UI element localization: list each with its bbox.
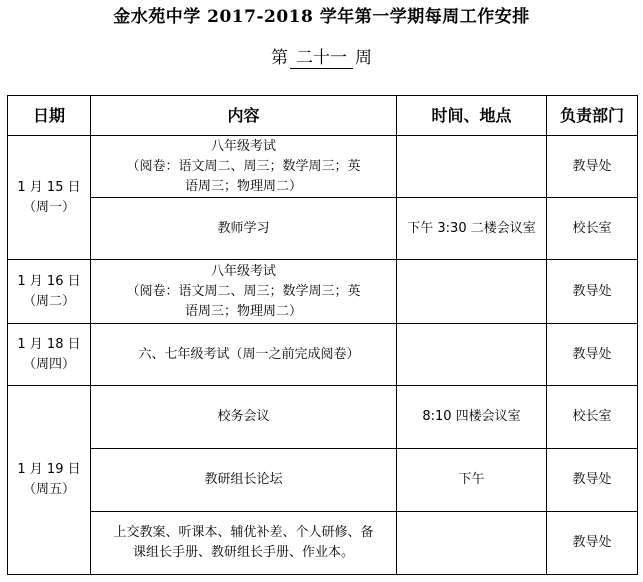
date-cell bbox=[8, 324, 91, 386]
table-row bbox=[8, 198, 638, 260]
table-row bbox=[8, 512, 638, 575]
time-place-cell bbox=[397, 324, 547, 386]
week-suffix: 周 bbox=[355, 48, 372, 68]
date-cell bbox=[8, 136, 91, 260]
content-cell bbox=[91, 324, 397, 386]
content-cell bbox=[91, 198, 397, 260]
weekday-label: （周四） bbox=[22, 356, 75, 372]
date-label: 1 月 19 日 bbox=[17, 462, 81, 477]
department-cell: 教导处 bbox=[547, 260, 638, 324]
content-cell bbox=[91, 386, 397, 449]
document-title: 金水苑中学 2017-2018 学年第一学期每周工作安排 bbox=[113, 7, 530, 27]
table-row bbox=[8, 449, 638, 512]
table-row bbox=[8, 260, 638, 324]
content-cell bbox=[91, 260, 397, 324]
time-place-cell bbox=[397, 260, 547, 324]
table-row bbox=[8, 136, 638, 198]
header-date: 日期 bbox=[8, 96, 91, 136]
table-row bbox=[8, 386, 638, 449]
time-place-cell: 下午 3:30 二楼会议室 bbox=[397, 198, 547, 260]
time-place-cell bbox=[397, 136, 547, 198]
content-line: 校务会议 bbox=[217, 409, 270, 424]
content-line: 上交教案、听课本、辅优补差、个人研修、备 bbox=[113, 525, 374, 540]
time-place-cell: 8:10 四楼会议室 bbox=[397, 386, 547, 449]
time-place-cell: 下午 bbox=[397, 449, 547, 512]
header-row bbox=[8, 96, 638, 136]
content-line: （阅卷：语文周二、周三；数学周三；英 bbox=[126, 283, 361, 299]
department-cell: 校长室 bbox=[547, 198, 638, 260]
header-time-place: 时间、地点 bbox=[397, 96, 547, 136]
time-place-cell bbox=[397, 512, 547, 575]
date-label: 1 月 16 日 bbox=[17, 273, 81, 289]
week-prefix: 第 bbox=[271, 48, 288, 68]
header-department: 负责部门 bbox=[547, 96, 638, 136]
header-content: 内容 bbox=[91, 96, 397, 136]
weekday-label: （周五） bbox=[22, 482, 75, 497]
table-row bbox=[8, 324, 638, 386]
week-line bbox=[0, 46, 643, 70]
weekday-label: （周一） bbox=[22, 199, 75, 215]
content-line: 教师学习 bbox=[217, 220, 270, 236]
content-line: 八年级考试 bbox=[210, 138, 276, 154]
content-line: 课组长手册、教研组长手册、作业本。 bbox=[132, 545, 354, 560]
date-label: 1 月 18 日 bbox=[17, 336, 81, 352]
week-number: 二十一 bbox=[290, 48, 353, 69]
content-cell bbox=[91, 449, 397, 512]
date-cell bbox=[8, 260, 91, 324]
content-line: 六、七年级考试（周一之前完成阅卷） bbox=[138, 346, 360, 362]
content-cell bbox=[91, 136, 397, 198]
department-cell: 校长室 bbox=[547, 386, 638, 449]
department-cell: 教导处 bbox=[547, 324, 638, 386]
weekday-label: （周二） bbox=[22, 293, 75, 309]
department-cell: 教导处 bbox=[547, 136, 638, 198]
content-cell bbox=[91, 512, 397, 575]
content-line: 教研组长论坛 bbox=[204, 472, 283, 487]
content-line: 八年级考试 bbox=[210, 263, 276, 279]
date-cell bbox=[8, 386, 91, 575]
content-line: （阅卷：语文周二、周三；数学周三；英 bbox=[126, 158, 361, 174]
department-cell: 教导处 bbox=[547, 512, 638, 575]
content-line: 语周三；物理周二） bbox=[184, 178, 302, 194]
schedule-table bbox=[7, 95, 638, 575]
content-line: 语周三；物理周二） bbox=[184, 303, 302, 319]
department-cell: 教导处 bbox=[547, 449, 638, 512]
date-label: 1 月 15 日 bbox=[17, 179, 81, 195]
